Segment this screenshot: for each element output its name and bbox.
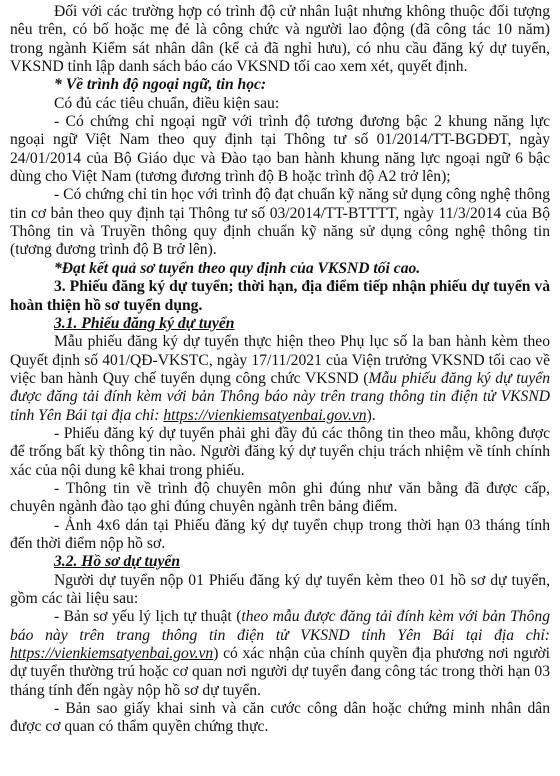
text-mau-phieu-end: ). [366, 406, 376, 424]
paragraph-nop-ho-so: Người dự tuyển nộp 01 Phiếu đăng ký dự tuyển kèm theo 01 hồ sơ dự tuyển, gồm các tài liệu sau: [10, 571, 550, 607]
paragraph-anh-4x6: - Ảnh 4x6 dán tại Phiếu đăng ký dự tuyển chụp trong thời hạn 03 tháng tính đến thời điểm nộp hồ sơ. [10, 516, 550, 552]
paragraph-cu-nhan-luat: Đối với các trường hợp có trình độ cử nhân luật nhưng không thuộc đối tượng nêu trên, có bố hoặc mẹ đẻ là công chức và người lao động (đã công tác 10 năm) trong ngành Kiểm sát nhân dân (kể cả đã nghỉ hưu), có nhu cầu đăng ký dự tuyển, VKSND tỉnh lập danh sách báo cáo VKSND tối cao xem xét, quyết định. [10, 3, 550, 76]
text-so-yeu-end: ) có xác nhận của chính quyền địa phương nơi người dự tuyển thường trú hoặc cơ quan nơi người dự tuyển đang công tác trong thời hạn 03 tháng tính đến ngày nộp hồ sơ dự tuyển. [10, 645, 550, 699]
text-mau-phieu-italic: Mẫu phiếu đăng ký dự tuyển được đăng tải đính kèm với bản Thông báo này trên trang thông tin điện tử VKSND tỉnh Yên Bái tại địa chỉ: [10, 369, 550, 424]
paragraph-so-yeu-ly-lich [10, 608, 550, 700]
text-so-yeu-italic: theo mẫu được đăng tải đính kèm với bản Thông báo này trên trang thông tin điện tử VKSND tỉnh Yên Bái tại địa chỉ: [10, 608, 550, 644]
text-mau-phieu-start: Mẫu phiếu đăng ký dự tuyển thực hiện theo Phụ lục số la ban hành kèm theo Quyết định số 401/QĐ-VKSTC, ngày 17/11/2021 của Viện trưởng VKSND tối cao về việc ban hành Quy chế tuyển dụng công chức VKSND ( [10, 333, 550, 387]
link-vienkiemsat-1[interactable]: https://vienkiemsatyenbai.gov.vn [163, 406, 367, 424]
text-so-yeu-start: - Bản sơ yếu lý lịch tự thuật ( [54, 608, 242, 626]
paragraph-tieu-chuan: Có đủ các tiêu chuẩn, điều kiện sau: [54, 94, 280, 112]
paragraph-trinh-do-chuyen-mon: - Thông tin về trình độ chuyên môn ghi đúng như văn bằng đã được cấp, chuyên ngành đào tạo ghi đúng chuyên ngành trên bảng điểm. [10, 479, 550, 516]
paragraph-giay-khai-sinh: - Bản sao giấy khai sinh và căn cước công dân hoặc chứng minh nhân dân được cơ quan có thẩm quyền chứng thực. [10, 700, 550, 736]
heading-section-3-1: 3.1. Phiếu đăng ký dự tuyển [54, 314, 235, 332]
paragraph-ghi-day-du: - Phiếu đăng ký dự tuyển phải ghi đầy đủ các thông tin theo mẫu, không được để trống bất kỳ thông tin nào. Người đăng ký dự tuyển chịu trách nhiệm về tính chính xác của nội dung kê khai trong phiếu. [10, 424, 550, 479]
heading-section-3-2: 3.2. Hồ sơ dự tuyển [54, 553, 181, 571]
heading-ngoai-ngu-tin-hoc: * Về trình độ ngoại ngữ, tin học: [54, 76, 267, 94]
paragraph-mau-phieu [10, 333, 550, 425]
note-ket-qua-so-tuyen: *Đạt kết quả sơ tuyển theo quy định của VKSND tối cao. [54, 259, 421, 277]
paragraph-ngoai-ngu: - Có chứng chỉ ngoại ngữ với trình độ tương đương bậc 2 khung năng lực ngoại ngữ Việt Nam theo quy định tại Thông tư số 01/2014/TT-BGDĐT, ngày 24/01/2014 của Bộ Giáo dục và Đào tạo ban hành khung năng lực ngoại ngữ 6 bậc dùng cho Việt Nam (tương đương trình độ B hoặc trình độ A2 trở lên); [10, 113, 550, 186]
heading-section-3: 3. Phiếu đăng ký dự tuyển; thời hạn, địa điểm tiếp nhận phiếu dự tuyển và hoàn thiện hồ sơ tuyển dụng. [10, 278, 550, 314]
paragraph-tin-hoc: - Có chứng chỉ tin học với trình độ đạt chuẩn kỹ năng sử dụng công nghệ thông tin cơ bản theo quy định tại Thông tư số 03/2014/TT-BTTTT, ngày 11/3/2014 của Bộ Thông tin và Truyền thông quy định chuẩn kỹ năng sử dụng công nghệ thông tin (tương đương trình độ B trở lên). [10, 186, 550, 259]
link-vienkiemsat-2[interactable]: https://vienkiemsatyenbai.gov.vn [10, 645, 214, 663]
